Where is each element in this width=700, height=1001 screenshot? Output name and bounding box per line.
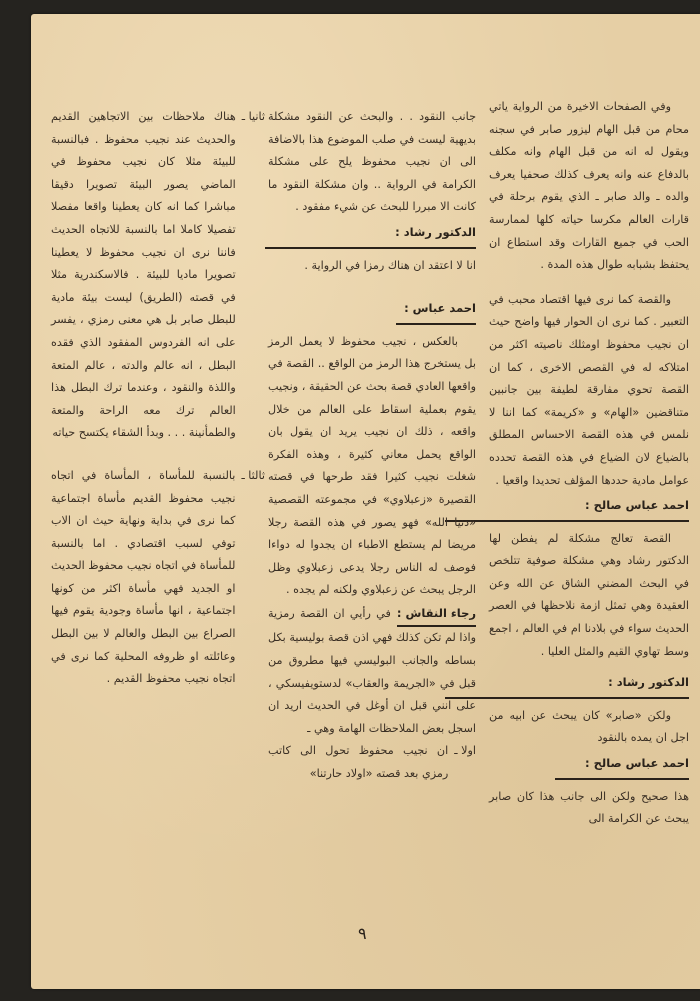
point-label: ثانيا ـ bbox=[241, 110, 265, 123]
point-text: ان نجيب محفوظ تحول الى كاتب رمزي بعد قصته «اولاد حارتنا» bbox=[268, 744, 449, 781]
paragraph: انا لا اعتقد ان هناك رمزا في الرواية . bbox=[304, 258, 476, 272]
numbered-point bbox=[268, 740, 476, 785]
speaker-heading: احمد عباس : bbox=[396, 297, 476, 325]
point-label: ثالثا ـ bbox=[241, 468, 265, 482]
point-text: بالنسبة للمأساة ، المأساة في اتجاه نجيب محفوظ القديم مأساة اجتماعية كما نرى في بداية ونهاية حيث ان الاب توفي لسبب اقتصادي . اما بالنسبة للمأساة في اتجاه نجيب محفوظ الحديث او الجديد فهي مأساة اكثر من كونها اجتماعية ، انها مأساة وجودية يقوم فيها الصراع بين البطل والعالم لا بين البطل وعائلته او ظروفه المحلية كما نرى في اتجاه نجيب محفوظ القديم . bbox=[51, 468, 236, 686]
paragraph: القصة تعالج مشكلة لم يفطن لها الدكتور رشاد وهي مشكلة صوفية تتلخص في البحث المضني الشاق عن الله وعن العقيدة وهي تمثل ازمة نلاحظها في العصر الحديث سواء في بلادنا ام في العالم ، اجمع وسط تهاوي القيم والمثل العليا . bbox=[489, 531, 689, 658]
speaker-heading: احمد عباس صالح : bbox=[445, 494, 689, 522]
numbered-point bbox=[51, 106, 265, 445]
paragraph-text: في رأيي ان القصة رمزية واذا لم تكن كذلك فهي اذن قصة بوليسية بكل بساطه والجانب البوليسي فيها مطروق من قبل في «الجريمة والعقاب» لدستويفيسكي ، على انني قبل ان أوغل في الحديث اريد ان اسجل بعض الملاحظات الهامة وهي ـ bbox=[268, 606, 476, 735]
speaker-heading: احمد عباس صالح : bbox=[555, 752, 689, 780]
column-right bbox=[489, 96, 689, 831]
column-left bbox=[51, 106, 265, 691]
point-label: اولا ـ bbox=[454, 744, 476, 758]
paragraph: وفي الصفحات الاخيرة من الرواية ياتي محام من قبل الهام ليزور صابر في سجنه ويقول له انه من قبل الهام وانه مكلف بالدفاع عنه وانه يعرف كذلك صحفيا يعرف والده ـ والد صابر ـ الذي يقوم برحلة في قارات العالم مكرسا حياته كلها لممارسة الحب في جميع القارات وقد استطاع ان يحتفظ بشبابه طوال هذه المدة . bbox=[489, 100, 689, 272]
paragraph: ولكن «صابر» كان يبحث عن ابيه من اجل ان يمده بالنقود bbox=[489, 708, 689, 745]
paragraph: والقصة كما نرى فيها اقتصاد محبب في التعبير . كما نرى ان الحوار فيها واضح حيث ان نجيب محفوظ اومثلك ناصيته اكثر من امتلاكه له في القصص الاخرى ، كما ان القصة تحوي مفارقة لطيفة بين جانبين متناقضين «الهام» و «كريمة» كما اننا لا نلمس في هذه القصة الاحساس المطلق بالضياع لان الضياع في هذه القصة تحدده عوامل مادية حددها المؤلف تحديدا واقعيا . bbox=[489, 292, 689, 487]
paragraph: بالعكس ، نجيب محفوظ لا يعمل الرمز بل يستخرج هذا الرمز من الواقع .. القصة في واقعها العادي قصة بحث عن الحقيقة ، ونجيب يقوم بعملية اسقاط على العالم من خلال واقعه ، ذلك ان نجيب يريد ان يقول بان الواقع يحمل معاني كثيرة ، وهذه الفكرة شغلت نجيب كثيرا فقد طرحها في قصته القصيرة «زعبلاوي» في مجموعته القصصية «دنيا الله» فهو يصور في هذه القصة رجلا مريضا لم يستطع الاطباء ان يجدوا له دواءا فوصف له الناس رجلا يدعى زعبلاوي وظل الرجل يبحث عن زعبلاوي ولكنه لم يجده . bbox=[268, 334, 476, 597]
speaker-heading: الدكتور رشاد : bbox=[445, 671, 689, 699]
paragraph: جانب النقود . . والبحث عن النقود مشكلة بديهية ليست في صلب الموضوع هذا بالاضافة الى ان نجيب محفوظ يلح على مشكلة الكرامة في الرواية .. وان مشكلة النقود ما كانت الا مبررا للبحث عن شيء مفقود . bbox=[268, 110, 476, 214]
point-text: هناك ملاحظات بين الاتجاهين القديم والحديث عند نجيب محفوظ . فبالنسبة للبيئة مثلا كان نجيب محفوظ في الماضي يصور البيئة تصويرا دقيقا مباشرا كما انه كان يعطينا واقعا مفصلا تفصيلا كاملا اما بالنسبة للاتجاه الحديث فاننا نرى ان نجيب محفوظ لا يعطينا تصويرا ماديا للبيئة . فالاسكندرية مثلا في قصته (الطريق) ليست بيئة مادية للبطل صابر بل هي معنى رمزي ، يفسر على انه الفردوس المفقود الذي فقده البطل ، انه عالم والدته ، عالم المتعة واللذة والنقود ، وعندما ترك البطل هذا العالم ترك معه الراحة والمتعة والطمأنينة . . . وبدأ الشقاء يكتسح حياته bbox=[51, 110, 236, 440]
numbered-point bbox=[51, 465, 265, 691]
speaker-heading: رجاء النقاش : bbox=[397, 602, 476, 628]
magazine-page bbox=[31, 14, 700, 989]
speaker-heading: الدكتور رشاد : bbox=[265, 221, 476, 249]
column-middle bbox=[268, 106, 476, 786]
paragraph bbox=[268, 602, 476, 741]
page-number: ٩ bbox=[358, 924, 367, 943]
paragraph: هذا صحيح ولكن الى جانب هذا كان صابر يبحث عن الكرامة الى bbox=[489, 789, 689, 826]
